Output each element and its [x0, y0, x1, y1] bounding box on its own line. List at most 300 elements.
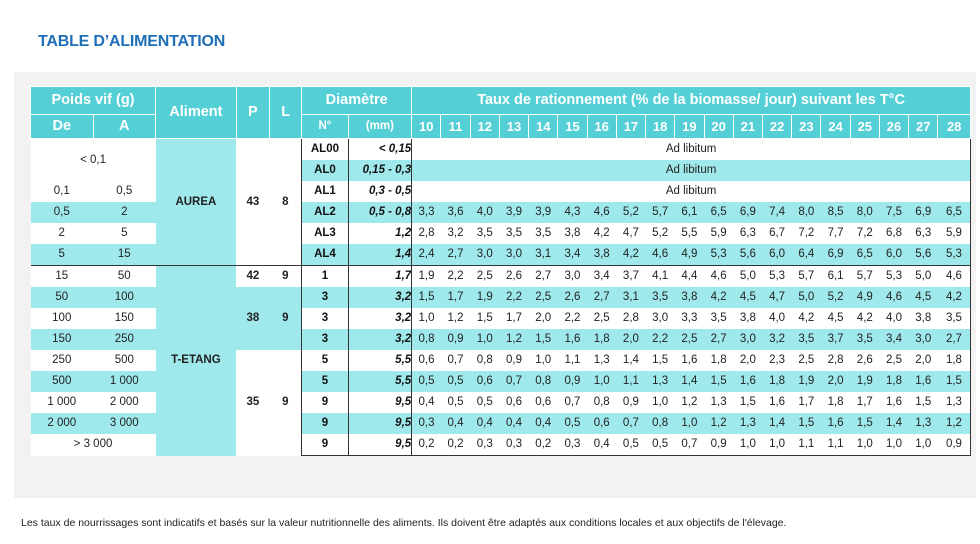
rate-cell: 4,6 [938, 266, 971, 288]
rate-cell: 1,5 [938, 371, 971, 392]
feed-number: 9 [302, 392, 348, 413]
rate-cell: 2,8 [821, 350, 850, 371]
rate-cell: 3,0 [909, 329, 938, 350]
rate-cell: 4,7 [762, 287, 791, 308]
weight-to: 3 000 [93, 413, 156, 434]
rate-cell: 2,7 [704, 329, 733, 350]
rate-cell: 1,5 [909, 392, 938, 413]
feed-diameter: 0,3 - 0,5 [348, 181, 412, 202]
rate-cell: 0,6 [412, 350, 441, 371]
rate-cell: 2,0 [616, 329, 645, 350]
rate-cell: 3,1 [616, 287, 645, 308]
rate-cell: 3,1 [529, 244, 558, 266]
feed-diameter: 0,5 - 0,8 [348, 202, 412, 223]
feed-number: AL0 [302, 160, 348, 181]
rate-cell: 6,9 [733, 202, 762, 223]
page-title: TABLE D’ALIMENTATION [38, 33, 226, 50]
rate-cell: 2,7 [529, 266, 558, 288]
rate-cell: 3,8 [558, 223, 587, 244]
rate-cell: 1,4 [616, 350, 645, 371]
weight-to: 1 000 [93, 371, 156, 392]
rate-cell: 2,7 [587, 287, 616, 308]
rate-cell: 6,3 [733, 223, 762, 244]
rate-cell: 5,0 [909, 266, 938, 288]
rate-cell: 0,7 [616, 413, 645, 434]
weight-from: 0,1 [31, 181, 94, 202]
rate-cell: 0,6 [529, 392, 558, 413]
rate-cell: 5,2 [616, 202, 645, 223]
weight-range: < 0,1 [31, 139, 156, 182]
rate-cell: 4,1 [646, 266, 675, 288]
rate-cell: 4,9 [675, 244, 704, 266]
rate-cell: 1,3 [587, 350, 616, 371]
feed-diameter: 9,5 [348, 413, 412, 434]
feed-number: AL2 [302, 202, 348, 223]
rate-cell: 0,6 [470, 371, 499, 392]
rate-cell: 3,4 [587, 266, 616, 288]
rate-cell: 0,4 [587, 434, 616, 456]
rate-cell: 8,0 [850, 202, 879, 223]
weight-to: 5 [93, 223, 156, 244]
weight-from: 250 [31, 350, 94, 371]
rate-cell: 1,2 [704, 413, 733, 434]
rate-cell: 1,6 [909, 371, 938, 392]
rate-cell: 1,2 [675, 392, 704, 413]
rate-cell: 1,8 [821, 392, 850, 413]
header-temp: 14 [529, 115, 558, 139]
header-temp: 16 [587, 115, 616, 139]
ad-libitum-cell: Ad libitum [412, 160, 971, 181]
rate-cell: 6,7 [762, 223, 791, 244]
rate-cell: 1,8 [879, 371, 908, 392]
rate-cell: 1,1 [616, 371, 645, 392]
rate-cell: 0,6 [499, 392, 528, 413]
rate-cell: 4,6 [646, 244, 675, 266]
weight-from: 1 000 [31, 392, 94, 413]
rate-cell: 1,0 [646, 392, 675, 413]
rate-cell: 5,7 [792, 266, 821, 288]
rate-cell: 4,7 [616, 223, 645, 244]
rate-cell: 5,3 [938, 244, 971, 266]
rate-cell: 0,7 [675, 434, 704, 456]
feed-number: 5 [302, 350, 348, 371]
rate-cell: 3,3 [412, 202, 441, 223]
rate-cell: 1,1 [558, 350, 587, 371]
rate-cell: 1,3 [938, 392, 971, 413]
rate-cell: 1,2 [938, 413, 971, 434]
weight-from: 500 [31, 371, 94, 392]
rate-cell: 1,5 [412, 287, 441, 308]
header-temp: 18 [646, 115, 675, 139]
rate-cell: 4,5 [821, 308, 850, 329]
rate-cell: 3,5 [470, 223, 499, 244]
header-temp: 27 [909, 115, 938, 139]
rate-cell: 1,7 [792, 392, 821, 413]
feed-diameter: 9,5 [348, 392, 412, 413]
rate-cell: 0,4 [499, 413, 528, 434]
rate-cell: 5,2 [646, 223, 675, 244]
rate-cell: 7,5 [879, 202, 908, 223]
header-temp: 20 [704, 115, 733, 139]
rate-cell: 1,6 [762, 392, 791, 413]
rate-cell: 1,5 [646, 350, 675, 371]
rate-cell: 4,4 [675, 266, 704, 288]
rate-cell: 4,0 [470, 202, 499, 223]
rate-cell: 2,5 [529, 287, 558, 308]
rate-cell: 3,8 [587, 244, 616, 266]
rate-cell: 6,8 [879, 223, 908, 244]
rate-cell: 1,0 [762, 434, 791, 456]
rate-cell: 1,9 [470, 287, 499, 308]
ad-libitum-cell: Ad libitum [412, 139, 971, 161]
rate-cell: 4,9 [850, 287, 879, 308]
rate-cell: 2,3 [762, 350, 791, 371]
header-p: P [236, 87, 269, 139]
header-temp: 25 [850, 115, 879, 139]
rate-cell: 1,2 [499, 329, 528, 350]
feed-number: 5 [302, 371, 348, 392]
rate-cell: 0,9 [704, 434, 733, 456]
rate-cell: 1,8 [704, 350, 733, 371]
rate-cell: 0,5 [616, 434, 645, 456]
rate-cell: 3,7 [821, 329, 850, 350]
rate-cell: 1,4 [762, 413, 791, 434]
rate-cell: 3,0 [733, 329, 762, 350]
rate-cell: 0,9 [938, 434, 971, 456]
rate-cell: 1,6 [733, 371, 762, 392]
rate-cell: 3,5 [938, 308, 971, 329]
rate-cell: 3,6 [441, 202, 470, 223]
rate-cell: 2,6 [850, 350, 879, 371]
rate-cell: 1,3 [646, 371, 675, 392]
rate-cell: 2,2 [646, 329, 675, 350]
feed-number: 9 [302, 434, 348, 456]
rate-cell: 0,2 [441, 434, 470, 456]
rate-cell: 2,2 [558, 308, 587, 329]
rate-cell: 6,4 [792, 244, 821, 266]
rate-cell: 0,4 [441, 413, 470, 434]
rate-cell: 6,1 [821, 266, 850, 288]
rate-cell: 1,0 [675, 413, 704, 434]
rate-cell: 0,9 [616, 392, 645, 413]
rate-cell: 2,8 [412, 223, 441, 244]
rate-cell: 2,5 [470, 266, 499, 288]
rate-cell: 1,1 [821, 434, 850, 456]
rate-cell: 3,0 [499, 244, 528, 266]
group-t-etang: T-ETANG [156, 266, 237, 456]
weight-to: 50 [93, 266, 156, 288]
rate-cell: 1,7 [499, 308, 528, 329]
rate-cell: 1,0 [470, 329, 499, 350]
header-temp: 13 [499, 115, 528, 139]
rate-cell: 1,5 [733, 392, 762, 413]
rate-cell: 5,0 [733, 266, 762, 288]
rate-cell: 3,4 [558, 244, 587, 266]
rate-cell: 2,0 [733, 350, 762, 371]
rate-cell: 3,8 [909, 308, 938, 329]
rate-cell: 6,9 [821, 244, 850, 266]
rate-cell: 1,0 [850, 434, 879, 456]
rate-cell: 6,9 [909, 202, 938, 223]
rate-cell: 4,6 [704, 266, 733, 288]
rate-cell: 0,8 [412, 329, 441, 350]
rate-cell: 1,1 [792, 434, 821, 456]
table-row [31, 266, 971, 288]
rate-cell: 3,9 [499, 202, 528, 223]
rate-cell: 3,0 [558, 266, 587, 288]
rate-cell: 2,0 [529, 308, 558, 329]
header-temp: 11 [441, 115, 470, 139]
rate-cell: 1,6 [879, 392, 908, 413]
rate-cell: 2,6 [558, 287, 587, 308]
rate-cell: 3,5 [792, 329, 821, 350]
feeding-table [30, 86, 971, 456]
header-temp: 22 [762, 115, 791, 139]
rate-cell: 1,9 [412, 266, 441, 288]
rate-cell: 6,5 [938, 202, 971, 223]
header-temp: 15 [558, 115, 587, 139]
rate-cell: 2,4 [412, 244, 441, 266]
weight-from: 5 [31, 244, 94, 266]
rate-cell: 2,7 [441, 244, 470, 266]
rate-cell: 7,4 [762, 202, 791, 223]
rate-cell: 1,4 [879, 413, 908, 434]
header-a: A [93, 115, 156, 139]
weight-to: 250 [93, 329, 156, 350]
rate-cell: 0,5 [558, 413, 587, 434]
feed-diameter: 3,2 [348, 308, 412, 329]
rate-cell: 2,5 [879, 350, 908, 371]
feed-diameter: 5,5 [348, 371, 412, 392]
feed-number: 1 [302, 266, 348, 288]
rate-cell: 8,5 [821, 202, 850, 223]
rate-cell: 2,6 [499, 266, 528, 288]
rate-cell: 6,5 [704, 202, 733, 223]
rate-cell: 1,0 [412, 308, 441, 329]
rate-cell: 0,9 [441, 329, 470, 350]
rate-cell: 5,9 [938, 223, 971, 244]
lipid-value: 9 [269, 287, 301, 350]
rate-cell: 0,5 [441, 371, 470, 392]
weight-to: 2 [93, 202, 156, 223]
rate-cell: 1,3 [704, 392, 733, 413]
rate-cell: 4,2 [792, 308, 821, 329]
rate-cell: 4,6 [879, 287, 908, 308]
rate-cell: 3,0 [470, 244, 499, 266]
rate-cell: 3,8 [733, 308, 762, 329]
lipid-value: 9 [269, 266, 301, 288]
rate-cell: 3,8 [675, 287, 704, 308]
rate-cell: 1,5 [470, 308, 499, 329]
rate-cell: 7,7 [821, 223, 850, 244]
group-aurea: AUREA [156, 139, 237, 266]
rate-cell: 2,0 [821, 371, 850, 392]
rate-cell: 1,5 [792, 413, 821, 434]
rate-cell: 3,5 [646, 287, 675, 308]
rate-cell: 3,9 [529, 202, 558, 223]
rate-cell: 5,2 [821, 287, 850, 308]
rate-cell: 4,6 [587, 202, 616, 223]
header-taux: Taux de rationnement (% de la biomasse/ jour) suivant les T°C [412, 87, 971, 115]
feed-number: AL3 [302, 223, 348, 244]
rate-cell: 1,0 [587, 371, 616, 392]
rate-cell: 5,6 [733, 244, 762, 266]
rate-cell: 0,3 [558, 434, 587, 456]
weight-to: 150 [93, 308, 156, 329]
rate-cell: 0,5 [412, 371, 441, 392]
rate-cell: 8,0 [792, 202, 821, 223]
rate-cell: 1,3 [733, 413, 762, 434]
feed-number: 3 [302, 329, 348, 350]
rate-cell: 7,2 [792, 223, 821, 244]
rate-cell: 3,2 [762, 329, 791, 350]
protein-value: 35 [236, 350, 269, 456]
rate-cell: 3,5 [499, 223, 528, 244]
rate-cell: 2,2 [499, 287, 528, 308]
rate-cell: 1,5 [704, 371, 733, 392]
rate-cell: 4,2 [850, 308, 879, 329]
rate-cell: 3,7 [616, 266, 645, 288]
rate-cell: 6,0 [762, 244, 791, 266]
weight-range: > 3 000 [31, 434, 156, 456]
rate-cell: 5,5 [675, 223, 704, 244]
rate-cell: 1,0 [733, 434, 762, 456]
rate-cell: 0,8 [646, 413, 675, 434]
rate-cell: 4,5 [909, 287, 938, 308]
feed-diameter: 5,5 [348, 350, 412, 371]
rate-cell: 0,9 [499, 350, 528, 371]
rate-cell: 1,8 [587, 329, 616, 350]
rate-cell: 5,9 [704, 223, 733, 244]
rate-cell: 2,5 [792, 350, 821, 371]
feed-diameter: 0,15 - 0,3 [348, 160, 412, 181]
rate-cell: 0,4 [529, 413, 558, 434]
rate-cell: 4,0 [879, 308, 908, 329]
rate-cell: 5,3 [762, 266, 791, 288]
weight-from: 100 [31, 308, 94, 329]
feed-diameter: 3,2 [348, 329, 412, 350]
lipid-value: 8 [269, 139, 301, 266]
header-l: L [269, 87, 301, 139]
table-row [31, 139, 971, 161]
rate-cell: 4,0 [762, 308, 791, 329]
weight-to: 2 000 [93, 392, 156, 413]
weight-from: 50 [31, 287, 94, 308]
rate-cell: 4,2 [704, 287, 733, 308]
rate-cell: 1,5 [529, 329, 558, 350]
header-temp: 23 [792, 115, 821, 139]
rate-cell: 2,0 [909, 350, 938, 371]
rate-cell: 5,7 [850, 266, 879, 288]
rate-cell: 3,0 [646, 308, 675, 329]
lipid-value: 9 [269, 350, 301, 456]
header-temp: 21 [733, 115, 762, 139]
rate-cell: 5,7 [646, 202, 675, 223]
rate-cell: 6,3 [909, 223, 938, 244]
weight-to: 500 [93, 350, 156, 371]
header-temp: 19 [675, 115, 704, 139]
rate-cell: 6,0 [879, 244, 908, 266]
header-de: De [31, 115, 94, 139]
rate-cell: 1,9 [850, 371, 879, 392]
rate-cell: 0,3 [470, 434, 499, 456]
header-temp: 28 [938, 115, 971, 139]
rate-cell: 4,2 [938, 287, 971, 308]
header-temp: 17 [616, 115, 645, 139]
rate-cell: 2,5 [587, 308, 616, 329]
header-mm: (mm) [348, 115, 412, 139]
rate-cell: 0,8 [587, 392, 616, 413]
rate-cell: 0,5 [470, 392, 499, 413]
rate-cell: 1,6 [821, 413, 850, 434]
rate-cell: 1,0 [529, 350, 558, 371]
header-poids-vif: Poids vif (g) [31, 87, 156, 115]
rate-cell: 3,2 [441, 223, 470, 244]
protein-value: 38 [236, 287, 269, 350]
header-temp: 24 [821, 115, 850, 139]
rate-cell: 1,8 [938, 350, 971, 371]
rate-cell: 4,5 [733, 287, 762, 308]
header-aliment: Aliment [156, 87, 237, 139]
weight-from: 150 [31, 329, 94, 350]
ad-libitum-cell: Ad libitum [412, 181, 971, 202]
rate-cell: 2,5 [675, 329, 704, 350]
rate-cell: 0,5 [646, 434, 675, 456]
rate-cell: 1,6 [558, 329, 587, 350]
feed-diameter: 3,2 [348, 287, 412, 308]
rate-cell: 0,7 [441, 350, 470, 371]
feed-number: 9 [302, 413, 348, 434]
weight-from: 2 [31, 223, 94, 244]
rate-cell: 0,2 [412, 434, 441, 456]
rate-cell: 1,0 [879, 434, 908, 456]
rate-cell: 1,8 [762, 371, 791, 392]
weight-from: 0,5 [31, 202, 94, 223]
rate-cell: 4,3 [558, 202, 587, 223]
weight-to: 0,5 [93, 181, 156, 202]
rate-cell: 0,7 [558, 392, 587, 413]
feed-diameter: 9,5 [348, 434, 412, 456]
rate-cell: 2,8 [616, 308, 645, 329]
rate-cell: 5,3 [704, 244, 733, 266]
protein-value: 43 [236, 139, 269, 266]
feed-diameter: 1,7 [348, 266, 412, 288]
rate-cell: 3,5 [529, 223, 558, 244]
rate-cell: 1,0 [909, 434, 938, 456]
rate-cell: 3,4 [879, 329, 908, 350]
rate-cell: 1,6 [675, 350, 704, 371]
feed-number: AL00 [302, 139, 348, 161]
rate-cell: 6,5 [850, 244, 879, 266]
header-numero: N° [302, 115, 348, 139]
rate-cell: 0,4 [470, 413, 499, 434]
rate-cell: 3,3 [675, 308, 704, 329]
rate-cell: 0,3 [499, 434, 528, 456]
rate-cell: 4,2 [616, 244, 645, 266]
feed-diameter: 1,2 [348, 223, 412, 244]
weight-from: 15 [31, 266, 94, 288]
rate-cell: 1,4 [675, 371, 704, 392]
rate-cell: 6,1 [675, 202, 704, 223]
footnote: Les taux de nourrissages sont indicatifs et basés sur la valeur nutritionnelle des aliments. Ils doivent être adaptés aux conditions locales et aux objectifs de l'élevage. [21, 517, 787, 529]
rate-cell: 1,7 [850, 392, 879, 413]
rate-cell: 0,7 [499, 371, 528, 392]
rate-cell: 0,2 [529, 434, 558, 456]
rate-cell: 2,2 [441, 266, 470, 288]
feed-number: AL4 [302, 244, 348, 266]
header-temp: 10 [412, 115, 441, 139]
rate-cell: 7,2 [850, 223, 879, 244]
